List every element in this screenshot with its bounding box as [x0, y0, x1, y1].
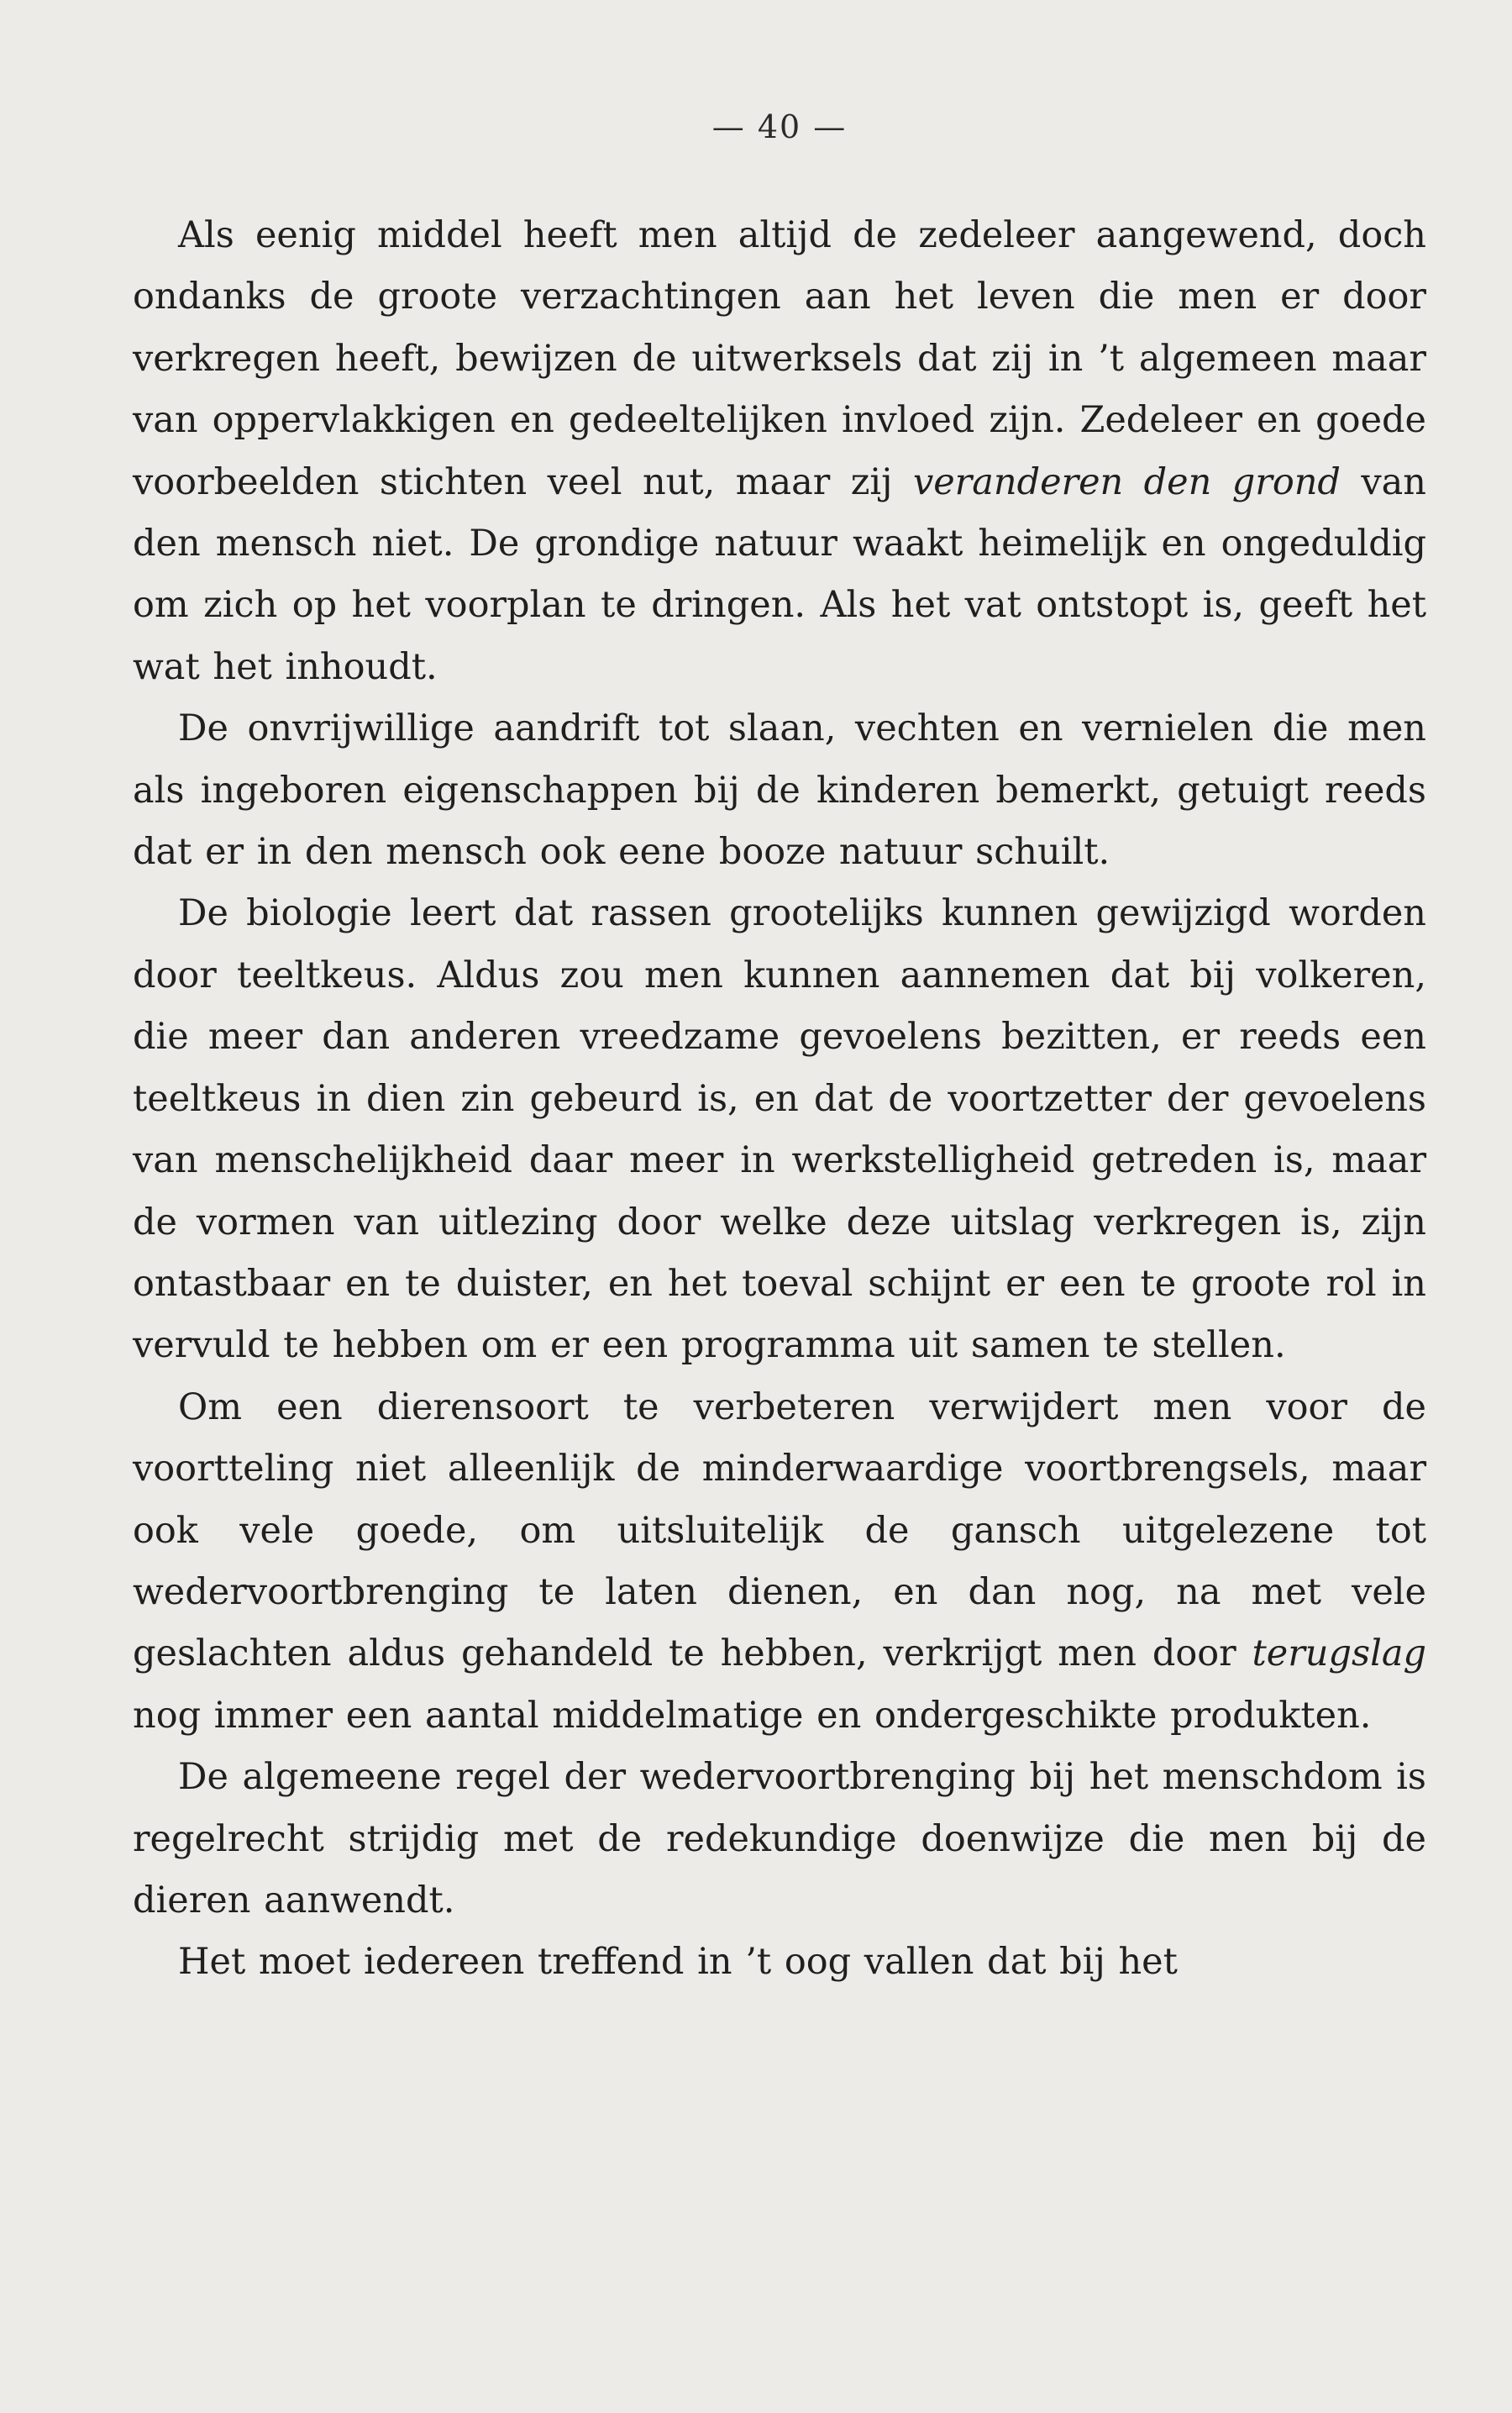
- paragraph-3-text: De biologie leert dat rassen grootelijks kunnen gewijzigd worden door teeltkeus. Aldus zou men kunnen aannemen dat bij volkeren, die meer dan anderen vreedzame gevoelens bezitten, er reeds een teeltkeus in dien zin gebeurd is, en dat de voortzetter der gevoelens van menschelijkheid daar meer in werkstelligheid getreden is, maar de vormen van uitlezing door welke deze uitslag verkregen is, zijn ontastbaar en te duister, en het toeval schijnt er een te groote rol in vervuld te hebben om er een programma uit samen te stellen.: [133, 892, 1426, 1367]
- paragraph-2: [133, 698, 1426, 883]
- paragraph-4-italic-word: terugslag: [1252, 1632, 1426, 1675]
- paragraph-1-text-a: Als eenig middel heeft men altijd de zedeleer aangewend, doch ondanks de groote verzachtingen aan het leven die men er door verkregen heeft, bewijzen de uitwerksels dat zij in ’t algemeen maar van oppervlakkigen en gedeeltelijken invloed zijn. Zedeleer en goede voorbeelden stichten veel nut, maar zij: [133, 214, 1426, 503]
- paragraph-4-text-a: Om een dierensoort te verbeteren verwijdert men voor de voortteling niet alleenlijk de minderwaardige voortbrengsels, maar ook vele goede, om uitsluitelijk de gansch uitgelezene tot wedervoortbrenging te laten dienen, en dan nog, na met vele geslachten aldus gehandeld te hebben, verkrijgt men door: [133, 1385, 1426, 1675]
- paragraph-4: [133, 1377, 1426, 1747]
- paragraph-6: [133, 1932, 1426, 1993]
- paragraph-3: [133, 883, 1426, 1376]
- paragraph-2-text: De onvrijwillige aandrift tot slaan, vechten en vernielen die men als ingeboren eigenschappen bij de kinderen bemerkt, getuigt reeds dat er in den mensch ook eene booze natuur schuilt.: [133, 707, 1426, 874]
- paragraph-1-italic-phrase: veranderen den grond: [912, 460, 1341, 503]
- page-number: — 40 —: [711, 108, 848, 145]
- paragraph-6-text: Het moet iedereen treffend in ’t oog vallen dat bij het: [178, 1941, 1178, 1984]
- paragraph-5: [133, 1747, 1426, 1932]
- paragraph-4-text-b: nog immer een aantal middelmatige en ondergeschikte produkten.: [133, 1694, 1372, 1737]
- paragraph-5-text: De algemeene regel der wedervoortbrenging bij het menschdom is regelrecht strijdig met de redekundige doenwijze die men bij de dieren aanwendt.: [133, 1756, 1426, 1921]
- paragraph-1-text-b: van den mensch niet. De grondige natuur waakt heimelijk en ongeduldig om zich op het voorplan te dringen. Als het vat ontstopt is, geeft het wat het inhoudt.: [133, 460, 1427, 688]
- paragraph-1: [133, 205, 1426, 698]
